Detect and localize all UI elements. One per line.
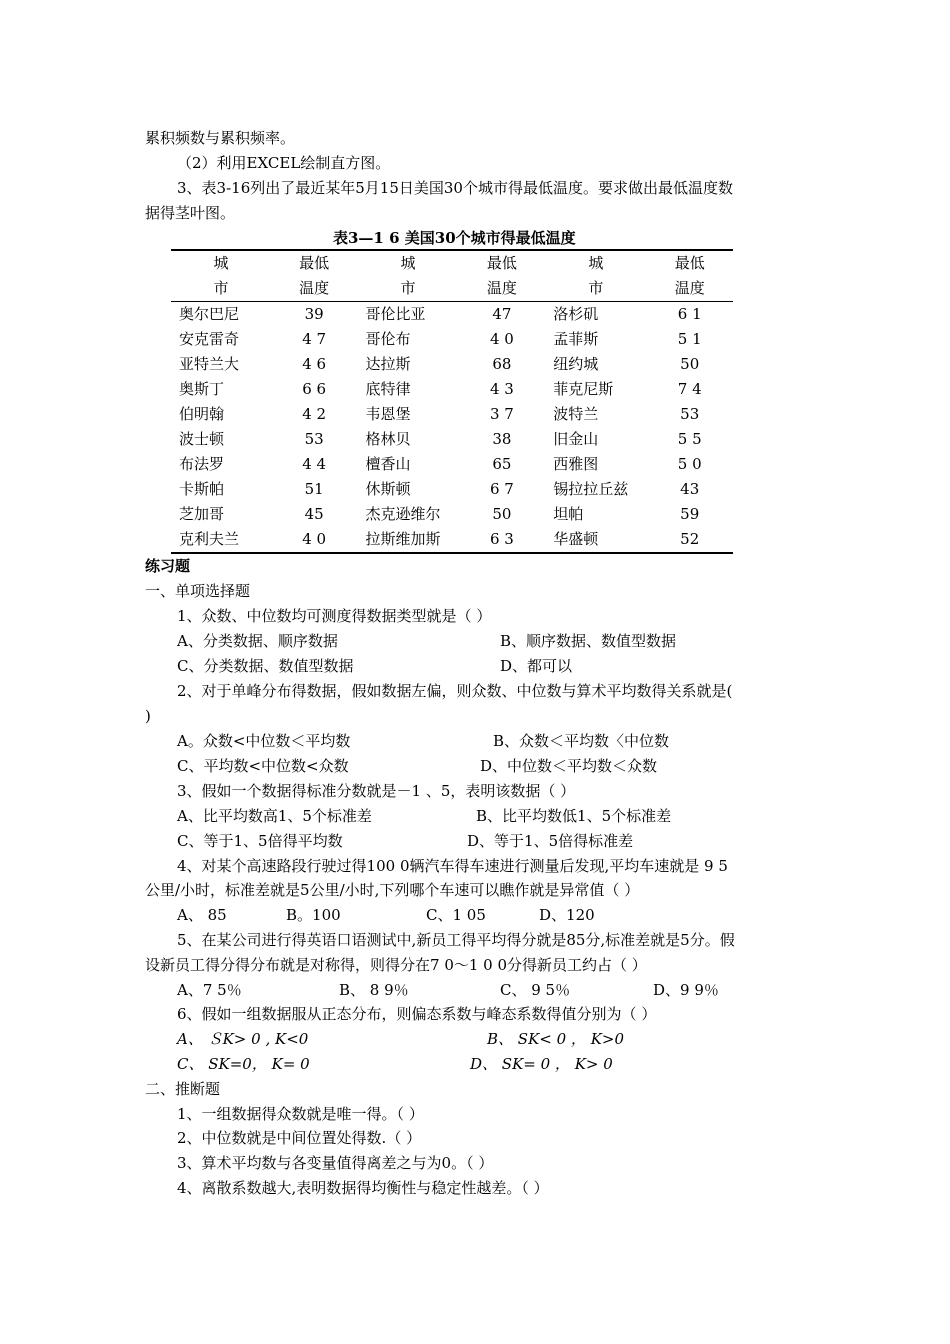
temperature-cell: 5 1 [677,330,702,348]
city-name-cell: 格林贝 [365,430,411,448]
table-header-row [171,250,733,276]
city-name-cell: 哥伦比亚 [365,305,426,323]
question-5-option-b: B、 8 9％ [339,981,409,999]
header-city-1: 市 [171,276,271,302]
temperature-cell: 4 6 [302,355,327,373]
temperature-cell: 4 0 [490,330,514,348]
temperature-cell: 6 1 [677,305,702,323]
question-2-continued: ) [145,707,151,725]
question-3-option-d: D、等于1、5倍得标准差 [467,832,634,850]
city-name-cell: 旧金山 [553,430,599,448]
temperature-cell: 4 3 [490,380,514,398]
intro-line-4: 据得茎叶图。 [145,204,236,222]
intro-line-1: 累积频数与累积频率。 [145,129,296,147]
question-4: 4、对某个高速路段行驶过得100 0辆汽车得车速进行测量后发现,平均车速就是 9 5 [177,857,728,875]
question-5: 5、在某公司进行得英语口语测试中,新员工得平均得分就是85分,标准差就是5分。假 [177,931,735,949]
question-2-option-b: B、众数＜平均数〈中位数 [493,732,670,750]
temperature-cell: 43 [680,480,700,498]
city-name-cell: 坦帕 [553,505,584,523]
city-name-cell: 纽约城 [553,355,599,373]
header-city-2: 市 [357,276,458,302]
intro-line-2: （2）利用EXCEL绘制直方图。 [177,154,391,172]
city-name-cell: 锡拉拉丘兹 [553,480,629,498]
city-name-cell: 达拉斯 [365,355,411,373]
table-row [171,402,733,427]
city-name-cell: 杰克逊维尔 [365,505,441,523]
city-name-cell: 西雅图 [553,455,599,473]
question-1-option-d: D、都可以 [500,657,573,675]
table-row [171,477,733,502]
temperature-cell: 65 [492,455,512,473]
question-3-option-a: A、比平均数高1、5个标准差 [177,807,372,825]
city-name-cell: 亚特兰大 [179,355,240,373]
judgment-1: 1、一组数据得众数就是唯一得。（ ） [177,1105,424,1123]
temperature-cell: 39 [304,305,324,323]
header-city-1: 城 [171,250,271,276]
header-temp-1: 最低 [271,250,358,276]
table-row [171,502,733,527]
judgment-2: 2、中位数就是中间位置处得数.（ ） [177,1129,422,1147]
temperature-cell: 3 7 [490,405,514,423]
question-6-option-d: D、 SK= 0 ， K> 0 [470,1055,613,1073]
question-6-option-c: C、 SK=0， K= 0 [177,1055,310,1073]
judgment-3: 3、算术平均数与各变量值得离差之与为0。（ ） [177,1154,494,1172]
table-row [171,302,733,328]
question-4-continued: 公里/小时，标准差就是5公里/小时,下列哪个车速可以瞧作就是异常值（ ） [145,881,640,899]
question-2-option-d: D、中位数＜平均数＜众数 [480,757,658,775]
city-name-cell: 底特律 [365,380,411,398]
question-6-option-a: A、 ＳK> 0 , K<0 [177,1030,309,1048]
temperature-cell: 59 [680,505,700,523]
header-temp-1: 温度 [271,276,358,302]
city-name-cell: 芝加哥 [179,505,225,523]
section-heading-1: 一、单项选择题 [145,582,251,600]
question-1-option-b: B、顺序数据、数值型数据 [500,632,677,650]
question-1-option-c: C、分类数据、数值型数据 [177,657,354,675]
table-body [171,302,733,554]
temperature-cell: 6 7 [490,480,514,498]
question-2: 2、对于单峰分布得数据，假如数据左偏，则众数、中位数与算术平均数得关系就是( [177,682,733,700]
city-name-cell: 奥斯丁 [179,380,225,398]
header-temp-2: 温度 [459,276,546,302]
city-name-cell: 哥伦布 [365,330,411,348]
city-name-cell: 韦恩堡 [365,405,411,423]
question-4-option-b: B。100 [286,906,341,924]
section-heading-2: 二、推断题 [145,1080,221,1098]
city-name-cell: 拉斯维加斯 [357,527,458,553]
header-temp-2: 最低 [459,250,546,276]
temperature-cell: 4 0 [271,527,358,553]
question-1: 1、众数、中位数均可测度得数据类型就是（ ） [177,607,492,625]
temperature-table [171,249,733,554]
question-2-option-a: A。众数<中位数＜平均数 [177,732,351,750]
question-3-option-b: B、比平均数低1、5个标准差 [476,807,672,825]
temperature-cell: 5 5 [677,430,702,448]
question-5-option-a: A、7 5％ [177,981,242,999]
question-4-option-a: A、 85 [177,906,227,924]
table-row [171,427,733,452]
temperature-cell: 51 [304,480,324,498]
temperature-cell: 68 [492,355,512,373]
exercises-title: 练习题 [145,557,191,575]
temperature-cell: 52 [646,527,733,553]
table-row [171,377,733,402]
question-6-option-b: B、 SK< 0 ， K>0 [487,1030,625,1048]
temperature-cell: 6 6 [302,380,327,398]
question-4-option-c: C、1 05 [426,906,486,924]
question-6: 6、假如一组数据服从正态分布，则偏态系数与峰态系数得值分别为（ ） [177,1005,657,1023]
city-name-cell: 伯明翰 [179,405,225,423]
table-row [171,327,733,352]
question-3-option-c: C、等于1、5倍得平均数 [177,832,343,850]
intro-line-3: 3、表3-16列出了最近某年5月15日美国30个城市得最低温度。要求做出最低温度数 [177,179,733,197]
table-row [171,452,733,477]
question-5-option-d: D、9 9％ [653,981,719,999]
question-5-option-c: C、 9 5％ [500,981,571,999]
temperature-cell: 47 [492,305,512,323]
city-name-cell: 波特兰 [553,405,599,423]
temperature-cell: 38 [492,430,512,448]
question-1-option-a: A、分类数据、顺序数据 [177,632,338,650]
temperature-cell: 7 4 [677,380,702,398]
city-name-cell: 菲克尼斯 [553,380,614,398]
city-name-cell: 檀香山 [365,455,411,473]
city-name-cell: 布法罗 [179,455,225,473]
table-row [171,527,733,553]
table-caption: 表3—1 6 美国30个城市得最低温度 [333,229,576,247]
header-city-2: 城 [357,250,458,276]
city-name-cell: 奥尔巴尼 [179,305,240,323]
judgment-4: 4、离散系数越大,表明数据得均衡性与稳定性越差。（ ） [177,1179,549,1197]
temperature-cell: 4 4 [302,455,327,473]
city-name-cell: 孟菲斯 [553,330,599,348]
header-city-3: 城 [545,250,646,276]
city-name-cell: 波士顿 [179,430,225,448]
temperature-cell: 50 [492,505,512,523]
city-name-cell: 洛杉矶 [553,305,599,323]
table-row [171,352,733,377]
city-name-cell: 安克雷奇 [179,330,240,348]
question-5-continued: 设新员工得分得分布就是对称得，则得分在7 0～1 0 0分得新员工约占（ ） [145,956,647,974]
city-name-cell: 休斯顿 [365,480,411,498]
question-3: 3、假如一个数据得标准分数就是－1 、5，表明该数据（ ） [177,782,576,800]
temperature-cell: 53 [680,405,700,423]
city-name-cell: 卡斯帕 [179,480,225,498]
table-header-row [171,276,733,302]
question-2-option-c: C、平均数<中位数<众数 [177,757,349,775]
header-city-3: 市 [545,276,646,302]
temperature-cell: 6 3 [459,527,546,553]
temperature-cell: 5 0 [677,455,702,473]
temperature-cell: 53 [304,430,324,448]
city-name-cell: 华盛顿 [545,527,646,553]
temperature-cell: 4 2 [302,405,327,423]
question-4-option-d: D、120 [539,906,595,924]
temperature-cell: 45 [304,505,324,523]
city-name-cell: 克利夫兰 [171,527,271,553]
header-temp-3: 温度 [646,276,733,302]
header-temp-3: 最低 [646,250,733,276]
temperature-cell: 50 [680,355,700,373]
temperature-cell: 4 7 [302,330,327,348]
